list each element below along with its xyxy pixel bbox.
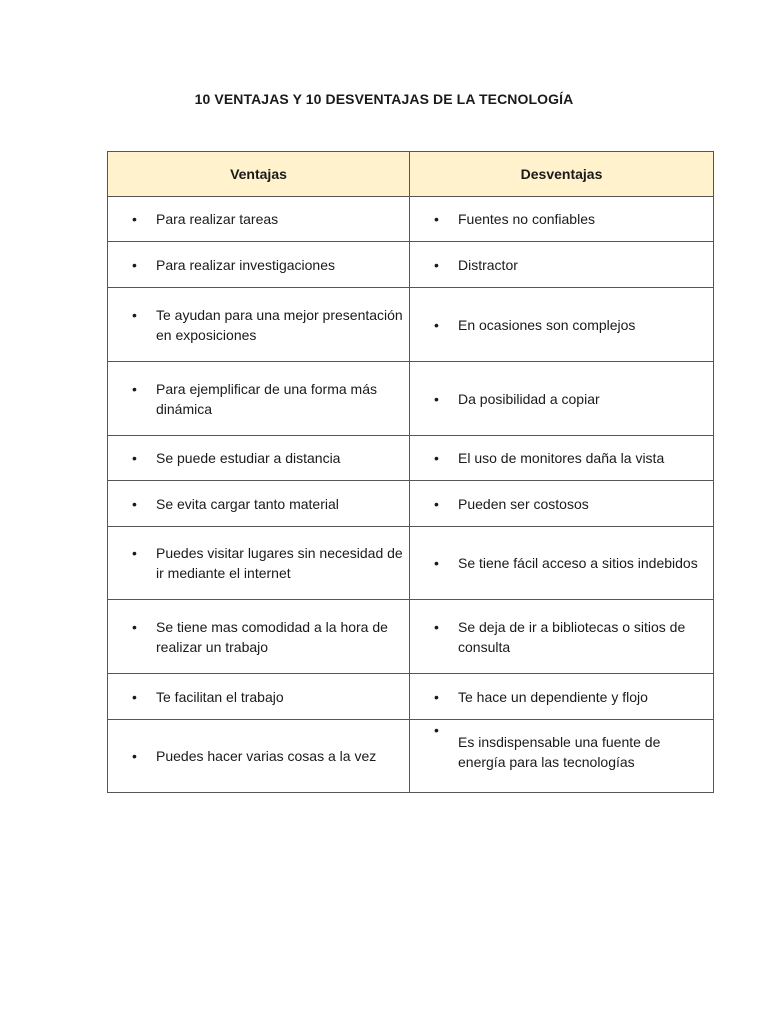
table-row: [108, 436, 714, 481]
ventaja-text: Para ejemplificar de una forma más dinámica: [156, 380, 377, 417]
desventaja-text: Da posibilidad a copiar: [458, 390, 600, 407]
table-row: [108, 197, 714, 242]
bullet-icon: •: [132, 748, 137, 764]
desventaja-cell: [410, 600, 714, 674]
comparison-table: [107, 151, 714, 793]
desventaja-text: Se tiene fácil acceso a sitios indebidos: [458, 555, 698, 571]
ventaja-cell: [108, 527, 410, 600]
bullet-icon: •: [434, 390, 439, 407]
bullet-icon: •: [132, 450, 137, 466]
desventaja-cell: [410, 674, 714, 720]
bullet-icon: •: [132, 256, 137, 273]
table-row: [108, 600, 714, 674]
ventaja-cell: [108, 436, 410, 481]
desventaja-text: Es insdispensable una fuente de energía para las tecnologías: [458, 734, 661, 770]
ventaja-cell: [108, 674, 410, 720]
ventaja-text: Puedes hacer varias cosas a la vez: [156, 748, 377, 764]
desventaja-text: Pueden ser costosos: [458, 495, 589, 512]
bullet-icon: •: [434, 316, 439, 333]
bullet-icon: •: [132, 495, 137, 512]
bullet-icon: •: [434, 688, 439, 705]
ventaja-text: Te facilitan el trabajo: [156, 688, 284, 705]
table-header-row: [108, 152, 714, 197]
desventaja-text: Se deja de ir a bibliotecas o sitios de consulta: [458, 618, 686, 655]
ventaja-cell: [108, 362, 410, 436]
bullet-icon: •: [132, 545, 137, 561]
ventaja-cell: [108, 288, 410, 362]
ventaja-cell: [108, 242, 410, 288]
ventaja-text: Puedes visitar lugares sin necesidad de ir mediante el internet: [156, 545, 403, 581]
ventaja-text: Te ayudan para una mejor presentación en exposiciones: [156, 306, 403, 343]
table-row: [108, 481, 714, 527]
desventaja-cell: [410, 720, 714, 793]
table-row: [108, 527, 714, 600]
bullet-icon: •: [434, 211, 439, 227]
ventaja-text: Se evita cargar tanto material: [156, 495, 339, 512]
table-row: [108, 362, 714, 436]
desventaja-cell: [410, 527, 714, 600]
header-desventajas: Desventajas: [410, 152, 714, 197]
ventaja-cell: [108, 197, 410, 242]
desventaja-text: En ocasiones son complejos: [458, 316, 636, 333]
bullet-icon: •: [132, 618, 137, 635]
desventaja-cell: [410, 242, 714, 288]
desventaja-text: Distractor: [458, 256, 518, 273]
desventaja-text: Fuentes no confiables: [458, 211, 595, 227]
ventaja-cell: [108, 600, 410, 674]
table-row: [108, 288, 714, 362]
desventaja-cell: [410, 197, 714, 242]
bullet-icon: •: [434, 722, 439, 738]
table-row: [108, 720, 714, 793]
bullet-icon: •: [132, 688, 137, 705]
table-row: [108, 242, 714, 288]
ventaja-cell: [108, 481, 410, 527]
bullet-icon: •: [434, 555, 439, 571]
bullet-icon: •: [132, 211, 137, 227]
bullet-icon: •: [132, 380, 137, 397]
desventaja-cell: [410, 288, 714, 362]
bullet-icon: •: [434, 256, 439, 273]
table-row: [108, 674, 714, 720]
ventaja-text: Para realizar investigaciones: [156, 256, 335, 273]
bullet-icon: •: [434, 495, 439, 512]
bullet-icon: •: [132, 306, 137, 323]
ventaja-text: Se tiene mas comodidad a la hora de realizar un trabajo: [156, 618, 388, 655]
desventaja-cell: [410, 362, 714, 436]
desventaja-text: El uso de monitores daña la vista: [458, 450, 665, 466]
ventaja-text: Se puede estudiar a distancia: [156, 450, 341, 466]
ventaja-text: Para realizar tareas: [156, 211, 279, 227]
bullet-icon: •: [434, 618, 439, 635]
desventaja-text: Te hace un dependiente y flojo: [458, 688, 648, 705]
table-body: [108, 197, 714, 793]
header-ventajas: Ventajas: [108, 152, 410, 197]
ventaja-cell: [108, 720, 410, 793]
desventaja-cell: [410, 481, 714, 527]
bullet-icon: •: [434, 450, 439, 466]
desventaja-cell: [410, 436, 714, 481]
document-title: 10 VENTAJAS Y 10 DESVENTAJAS DE LA TECNOLOGÍA: [194, 91, 574, 107]
